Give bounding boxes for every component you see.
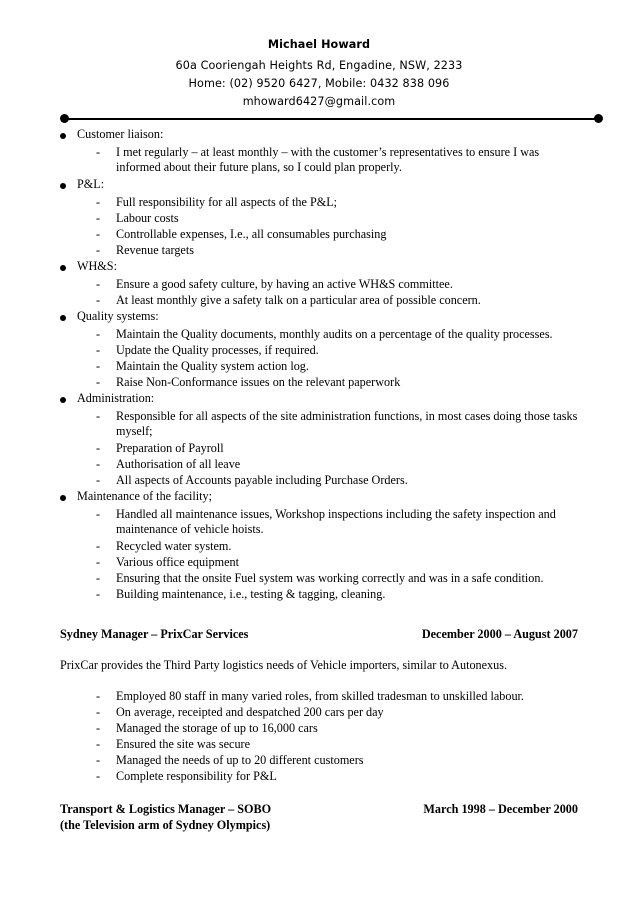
job-title: Sydney Manager – PrixCar Services [60,627,249,641]
list-item: On average, receipted and despatched 200 cars per day [116,705,384,719]
list-item: Building maintenance, i.e., testing & tagging, cleaning. [116,587,386,601]
bullet-icon [60,183,66,189]
job-dates: March 1998 – December 2000 [423,802,578,816]
list-item: Maintain the Quality system action log. [116,359,309,373]
list-item: Managed the needs of up to 20 different customers [116,753,364,767]
dash-marker: - [96,441,101,455]
list-item: Responsible for all aspects of the site administration functions, in most cases doing those tasks myself; [116,409,578,438]
section-title: P&L: [77,177,105,191]
section-title: WH&S: [77,259,117,273]
list-item: Preparation of Payroll [116,441,224,455]
dash-marker: - [96,753,101,767]
dash-marker: - [96,195,101,209]
list-item: Ensuring that the onsite Fuel system was working correctly and was in a safe condition. [116,571,544,585]
dash-marker: - [96,145,101,159]
divider-right-dot [594,114,603,123]
dash-marker: - [96,277,101,291]
list-item: Update the Quality processes, if required. [116,343,319,357]
dash-marker: - [96,737,101,751]
dash-marker: - [96,409,101,423]
dash-marker: - [96,571,101,585]
bullet-icon [60,133,66,139]
phone-line: Home: (02) 9520 6427, Mobile: 0432 838 096 [188,77,450,90]
list-item: At least monthly give a safety talk on a particular area of possible concern. [116,293,481,307]
list-item: Controllable expenses, I.e., all consumables purchasing [116,227,387,241]
dash-marker: - [96,705,101,719]
job-subtitle: (the Television arm of Sydney Olympics) [60,818,271,832]
list-item: Recycled water system. [116,539,232,553]
list-item: Complete responsibility for P&L [116,769,277,783]
list-item: Raise Non-Conformance issues on the relevant paperwork [116,375,401,389]
dash-marker: - [96,359,101,373]
dash-marker: - [96,375,101,389]
dash-marker: - [96,327,101,341]
dash-marker: - [96,539,101,553]
resume-name: Michael Howard [267,38,371,51]
dash-marker: - [96,211,101,225]
dash-marker: - [96,243,101,257]
list-item: Full responsibility for all aspects of the P&L; [116,195,338,209]
dash-marker: - [96,457,101,471]
list-item: Managed the storage of up to 16,000 cars [116,721,318,735]
divider-left-dot [60,114,69,123]
dash-marker: - [96,689,101,703]
dash-marker: - [96,721,101,735]
section-title: Quality systems: [77,309,159,323]
section-title: Administration: [77,391,155,405]
email-line: mhoward6427@gmail.com [242,95,396,108]
list-item: Authorisation of all leave [116,457,241,471]
dash-marker: - [96,507,101,521]
section-title: Customer liaison: [77,127,164,141]
dash-marker: - [96,587,101,601]
bullet-icon [60,315,66,321]
list-item: Handled all maintenance issues, Workshop inspections including the safety inspection and maintenance of vehicle hoists. [116,507,556,536]
job-summary: PrixCar provides the Third Party logistics needs of Vehicle importers, similar to Autonexus. [60,658,508,672]
dash-marker: - [96,555,101,569]
dash-marker: - [96,343,101,357]
list-item: Ensured the site was secure [116,737,251,751]
list-item: Employed 80 staff in many varied roles, from skilled tradesman to unskilled labour. [116,689,524,703]
header-divider [64,118,598,120]
bullet-icon [60,495,66,501]
list-item: Various office equipment [116,555,239,569]
dash-marker: - [96,769,101,783]
list-item: All aspects of Accounts payable including Purchase Orders. [116,473,408,487]
list-item: Ensure a good safety culture, by having an active WH&S committee. [116,277,453,291]
dash-marker: - [96,293,101,307]
job-title: Transport & Logistics Manager – SOBO [60,802,272,816]
dash-marker: - [96,227,101,241]
list-item: Revenue targets [116,243,194,257]
list-item: Maintain the Quality documents, monthly audits on a percentage of the quality processes. [116,327,553,341]
address-line: 60a Cooriengah Heights Rd, Engadine, NSW, 2233 [175,59,463,72]
list-item: I met regularly – at least monthly – with the customer’s representatives to ensure I was informed about their future plans, so I could plan properly. [116,145,540,174]
list-item: Labour costs [116,211,179,225]
job-dates: December 2000 – August 2007 [421,627,578,641]
section-title: Maintenance of the facility; [77,489,213,503]
bullet-icon [60,397,66,403]
bullet-icon [60,265,66,271]
dash-marker: - [96,473,101,487]
